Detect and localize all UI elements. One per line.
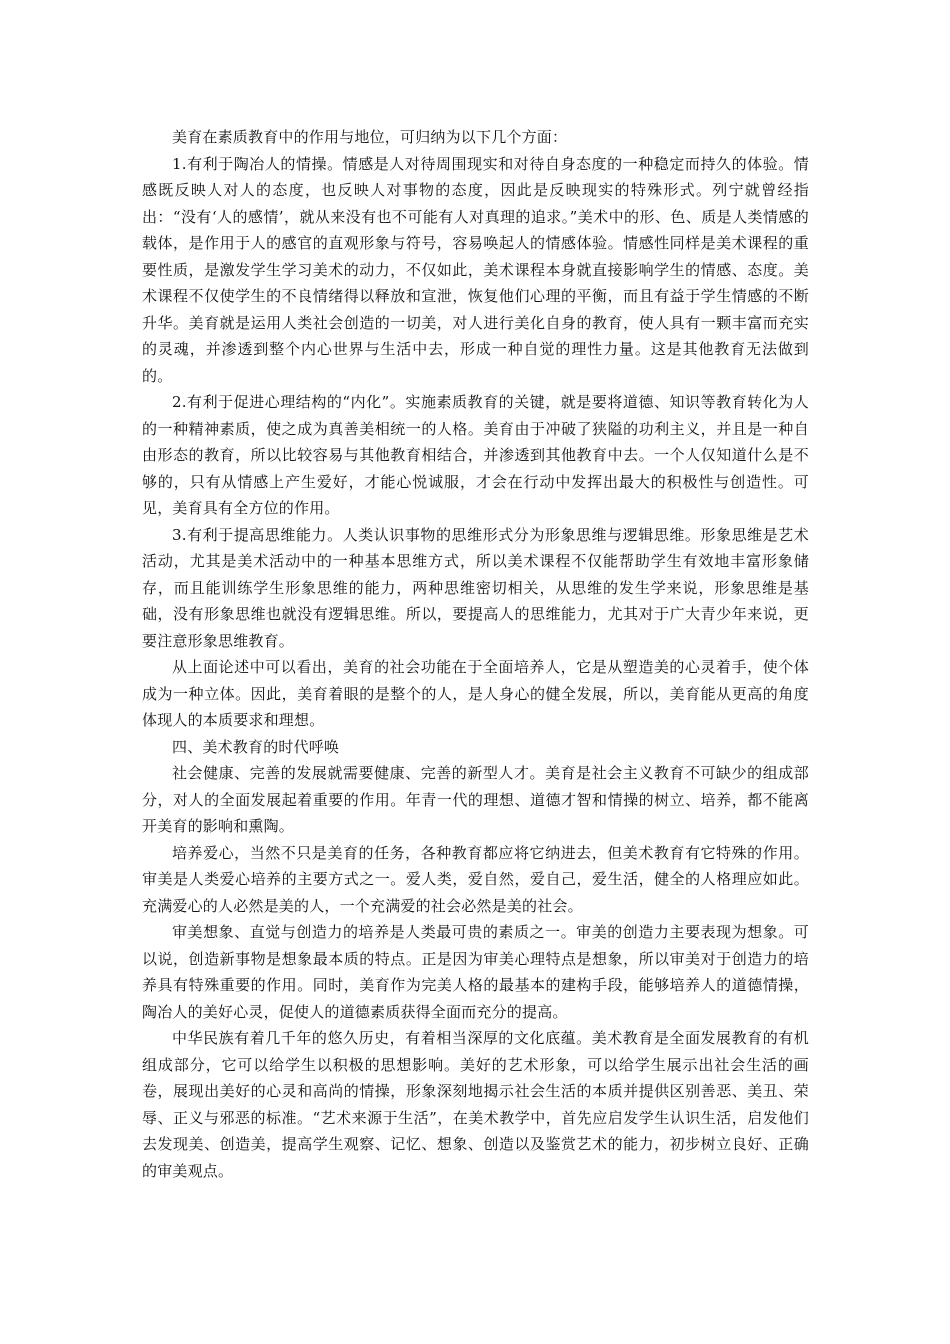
body-paragraph: 社会健康、完善的发展就需要健康、完善的新型人才。美育是社会主义教育不可缺少的组成部分，对人的全面发展起着重要的作用。年青一代的理想、道德才智和情操的树立、培养，都不能离开美育的影响和熏陶。 <box>142 764 809 835</box>
intro-paragraph: 美育在素质教育中的作用与地位，可归纳为以下几个方面： <box>172 128 568 146</box>
section-heading: 四、美术教育的时代呼唤 <box>172 737 340 756</box>
point-3-paragraph: 3.有利于提高思维能力。人类认识事物的思维形式分为形象思维与逻辑思维。形象思维是艺术活动，尤其是美术活动中的一种基本思维方式，所以美术课程不仅能帮助学生有效地丰富形象储存，而且能训练学生形象思维的能力，两种思维密切相关，从思维的发生学来说，形象思维是基础，没有形象思维也就没有逻辑思维。所以，要提高人的思维能力，尤其对于广大青少年来说，更要注意形象思维教育。 <box>142 525 809 650</box>
body-paragraph: 中华民族有着几千年的悠久历史，有着相当深厚的文化底蕴。美术教育是全面发展教育的有机组成部分，它可以给学生以积极的思想影响。美好的艺术形象，可以给学生展示出社会生活的画卷，展现出美好的心灵和高尚的情操，形象深刻地揭示社会生活的本质并提供区别善恶、美丑、荣辱、正义与邪恶的标准。“艺术来源于生活”，在美术教学中，首先应启发学生认识生活，启发他们去发现美、创造美，提高学生观察、记忆、想象、创造以及鉴赏艺术的能力，初步树立良好、正确的审美观点。 <box>142 1029 809 1180</box>
body-paragraph: 审美想象、直觉与创造力的培养是人类最可贵的素质之一。审美的创造力主要表现为想象。可以说，创造新事物是想象最本质的特点。正是因为审美心理特点是想象，所以审美对于创造力的培养具有特殊重要的作用。同时，美育作为完美人格的最基本的建构手段，能够培养人的道德情操，陶冶人的美好心灵，促使人的道德素质获得全面而充分的提高。 <box>142 923 809 1021</box>
point-2-paragraph: 2.有利于促进心理结构的“内化”。实施素质教育的关键，就是要将道德、知识等教育转化为人的一种精神素质，使之成为真善美相统一的人格。美育由于冲破了狭隘的功利主义，并且是一种自由形态的教育，所以比较容易与其他教育相结合，并渗透到其他教育中去。一个人仅知道什么是不够的，只有从情感上产生爱好，才能心悦诚服，才会在行动中发挥出最大的积极性与创造性。可见，美育具有全方位的作用。 <box>142 393 809 517</box>
body-paragraph: 培养爱心，当然不只是美育的任务，各种教育都应将它纳进去，但美术教育有它特殊的作用。审美是人类爱心培养的主要方式之一。爱人类，爱自然，爱自己，爱生活，健全的人格理应如此。充满爱心的人必然是美的人，一个充满爱的社会必然是美的社会。 <box>142 843 809 915</box>
document-page <box>142 124 809 1184</box>
summary-paragraph: 从上面论述中可以看出，美育的社会功能在于全面培养人，它是从塑造美的心灵着手，使个体成为一种立体。因此，美育着眼的是整个的人，是人身心的健全发展，所以，美育能从更高的角度体现人的本质要求和理想。 <box>142 658 809 729</box>
point-1-paragraph: 1.有利于陶冶人的情操。情感是人对待周围现实和对待自身态度的一种稳定而持久的体验。情感既反映人对人的态度，也反映人对事物的态度，因此是反映现实的特殊形式。列宁就曾经指出：“没有‘人的感情’，就从来没有也不可能有人对真理的追求。”美术中的形、色、质是人类情感的载体，是作用于人的感官的直观形象与符号，容易唤起人的情感体验。情感性同样是美术课程的重要性质，是激发学生学习美术的动力，不仅如此，美术课程本身就直接影响学生的情感、态度。美术课程不仅使学生的不良情绪得以释放和宣泄，恢复他们心理的平衡，而且有益于学生情感的不断升华。美育就是运用人类社会创造的一切美，对人进行美化自身的教育，使人具有一颗丰富而充实的灵魂，并渗透到整个内心世界与生活中去，形成一种自觉的理性力量。这是其他教育无法做到的。 <box>142 154 809 385</box>
